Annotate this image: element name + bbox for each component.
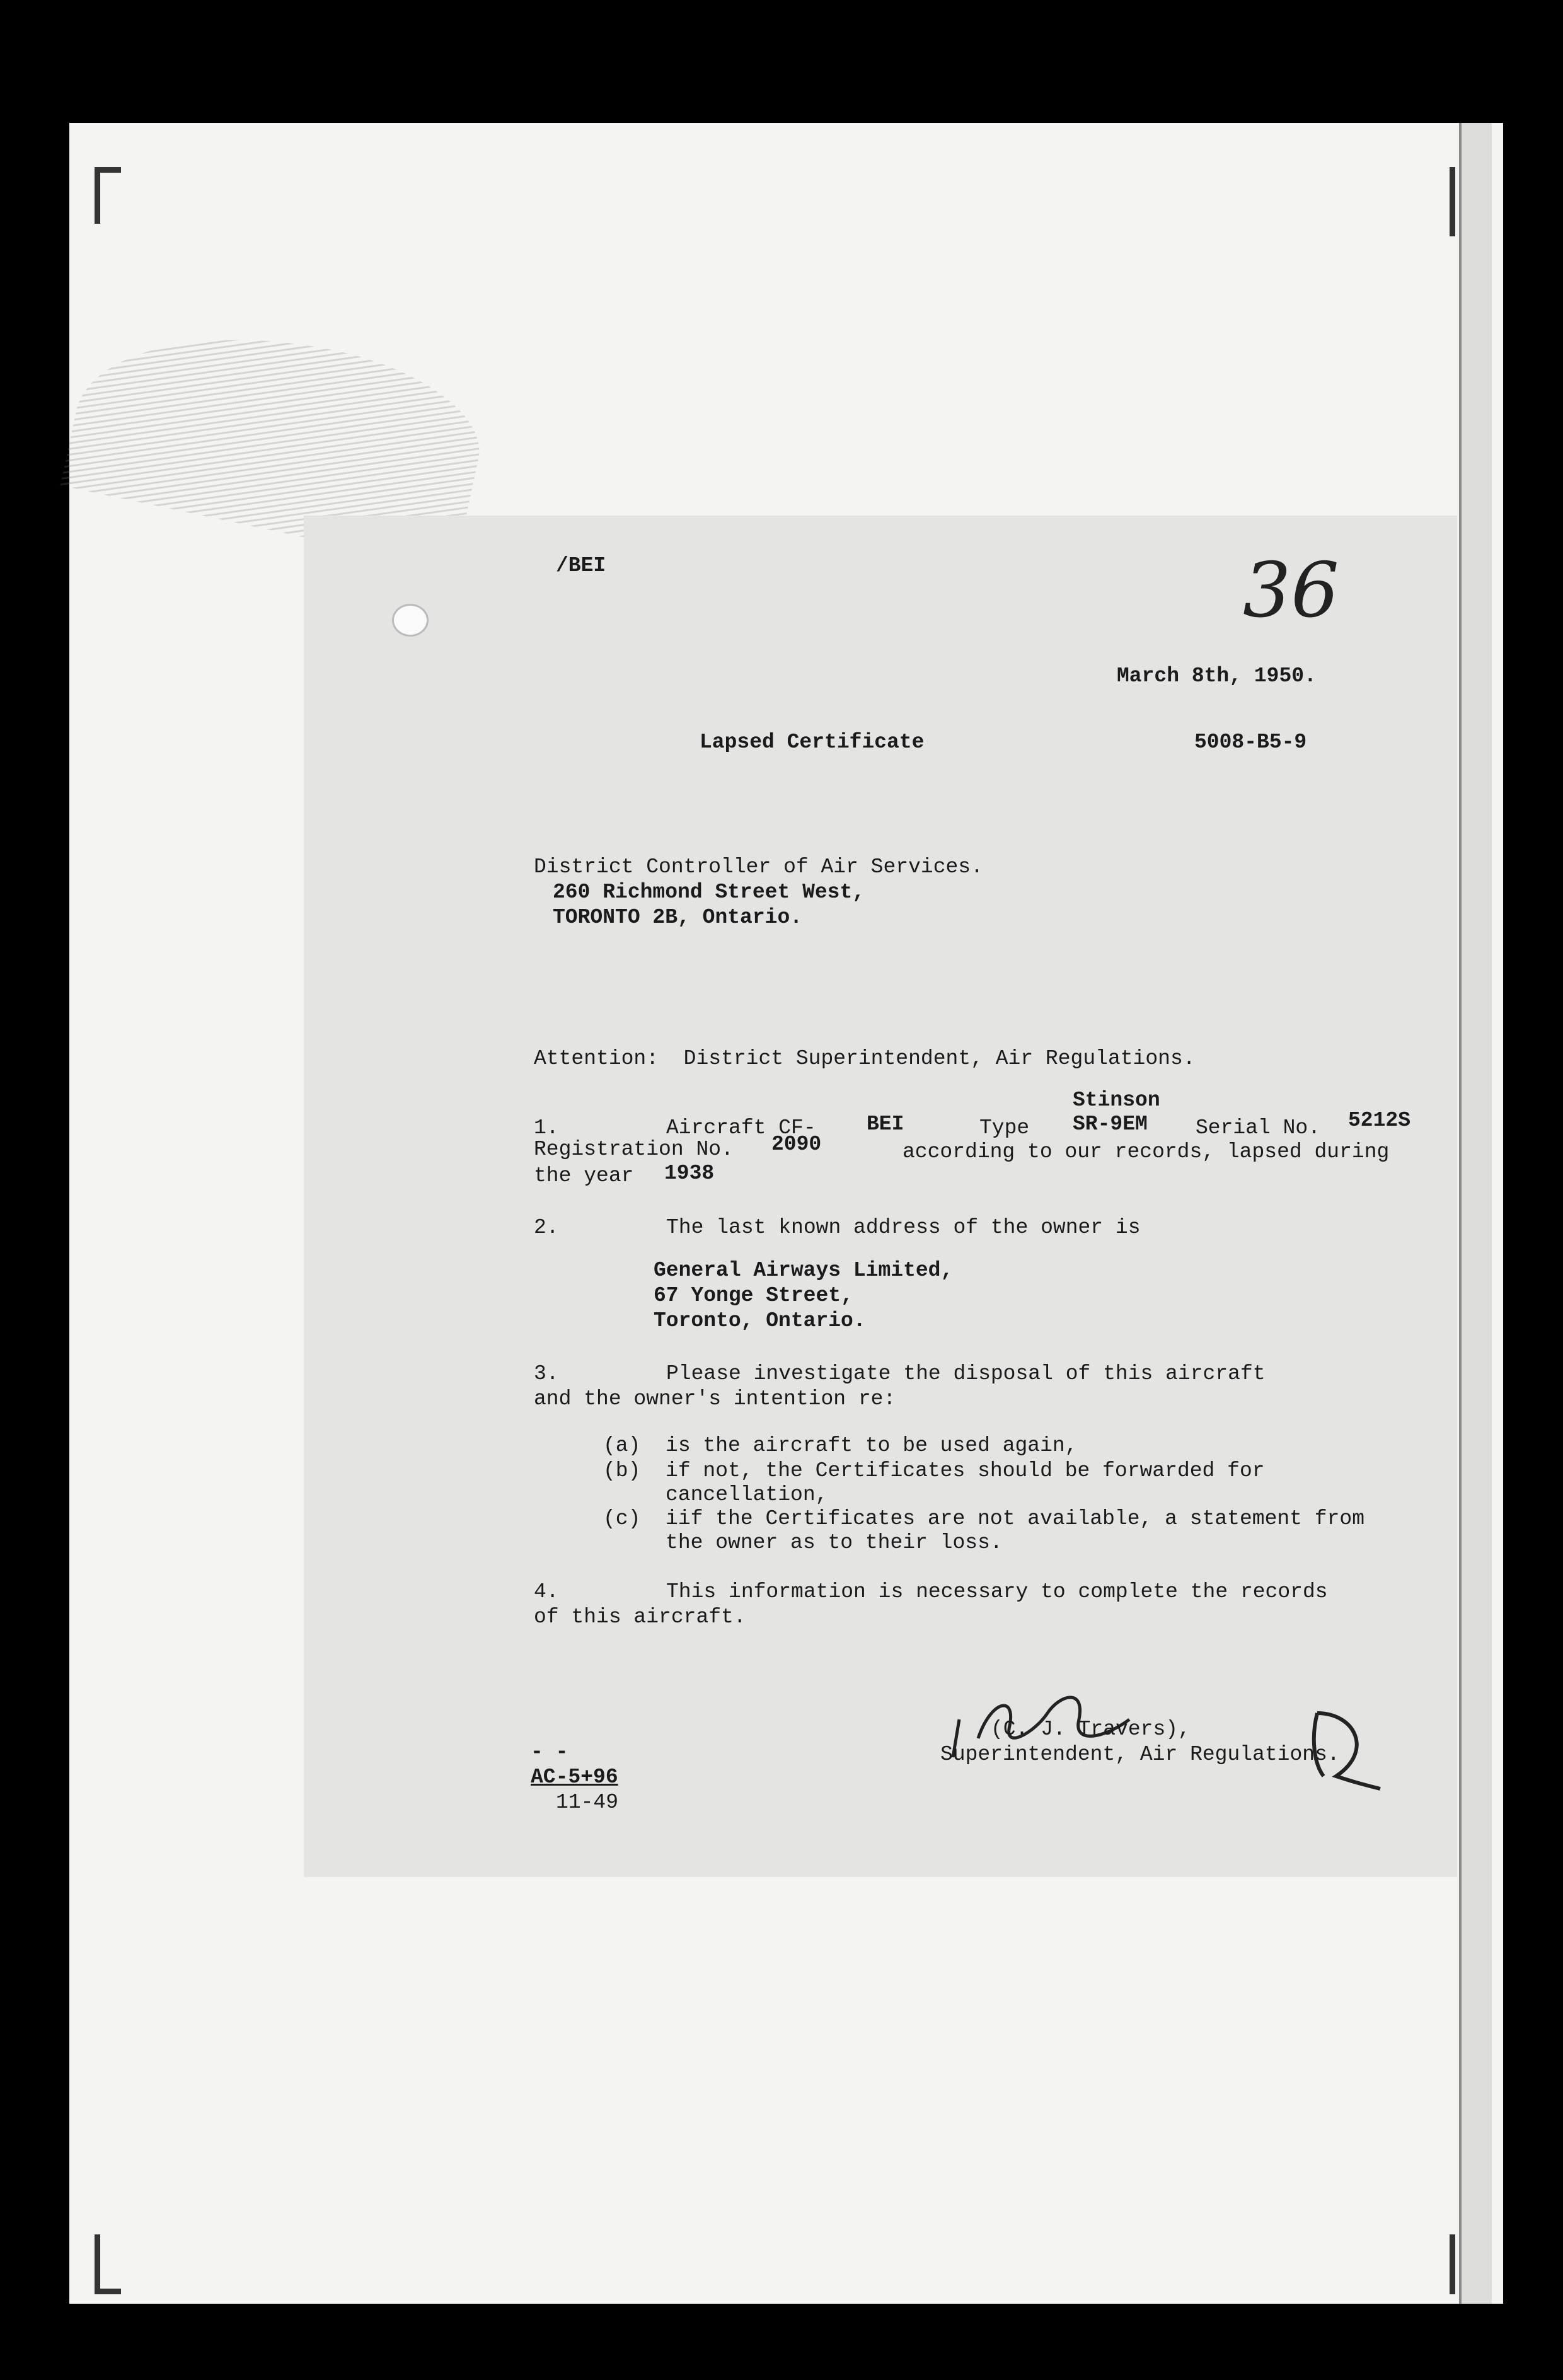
year-label: the year	[534, 1164, 634, 1187]
para-1-number: 1.	[534, 1116, 559, 1140]
para-3-line-2: and the owner's intention re:	[534, 1387, 896, 1411]
reference-mark: /BEI	[556, 554, 606, 577]
para-3-number: 3.	[534, 1362, 559, 1385]
para-4-line-1: This information is necessary to complete the records	[666, 1580, 1328, 1603]
file-number: 5008-B5-9	[1194, 731, 1307, 754]
letter-date: March 8th, 1950.	[1117, 664, 1317, 688]
para-4-number: 4.	[534, 1580, 559, 1603]
form-date: 11-49	[556, 1791, 619, 1814]
para-4-line-2: of this aircraft.	[534, 1605, 746, 1629]
aircraft-label: Aircraft CF-	[666, 1116, 816, 1140]
registration-label: Registration No.	[534, 1138, 734, 1161]
crop-mark-top-left-h	[95, 167, 121, 173]
owner-name: General Airways Limited,	[654, 1259, 954, 1282]
form-code: AC-5+96	[531, 1765, 618, 1789]
item-b-line-1: (b) if not, the Certificates should be forwarded for	[603, 1459, 1265, 1482]
crop-mark-top-right	[1450, 167, 1455, 236]
registration-number: 2090	[771, 1133, 822, 1156]
serial-number: 5212S	[1348, 1109, 1411, 1132]
item-c-line-1: (c) iif the Certificates are not available, a statement from	[603, 1507, 1364, 1530]
registration-letters: BEI	[867, 1112, 904, 1136]
subject-heading: Lapsed Certificate	[700, 731, 925, 754]
serial-label: Serial No.	[1196, 1116, 1321, 1140]
lapse-year: 1938	[664, 1162, 715, 1185]
letter-page	[304, 516, 1457, 1877]
addressee-line-2: 260 Richmond Street West,	[553, 881, 865, 904]
crop-mark-bottom-left	[95, 2234, 100, 2294]
punch-hole	[392, 604, 429, 637]
according-text: according to our records, lapsed during	[903, 1140, 1390, 1164]
crop-mark-bottom-right	[1450, 2234, 1455, 2294]
item-b-line-2: cancellation,	[603, 1483, 828, 1506]
addressee-line-3: TORONTO 2B, Ontario.	[553, 906, 803, 929]
crop-mark-top-left	[95, 167, 100, 224]
signatory-name: (C. J. Travers),	[991, 1718, 1191, 1741]
page-edge	[1459, 123, 1492, 2304]
item-a: (a) is the aircraft to be used again,	[603, 1434, 1078, 1457]
para-3-line-1: Please investigate the disposal of this aircraft	[666, 1362, 1266, 1385]
addressee-line-1: District Controller of Air Services.	[534, 855, 983, 879]
crop-mark-bottom-left-h	[95, 2289, 121, 2294]
type-label: Type	[979, 1116, 1030, 1140]
folio-number: 36	[1243, 547, 1339, 635]
signatory-title: Superintendent, Air Regulations.	[940, 1743, 1340, 1766]
para-2-number: 2.	[534, 1216, 559, 1239]
attention-line: Attention: District Superintendent, Air Regulations.	[534, 1047, 1196, 1070]
para-2-text: The last known address of the owner is	[666, 1216, 1141, 1239]
form-dash: - -	[531, 1740, 568, 1764]
owner-street: 67 Yonge Street,	[654, 1284, 853, 1307]
aircraft-make: Stinson	[1073, 1089, 1160, 1112]
owner-city: Toronto, Ontario.	[654, 1309, 866, 1332]
aircraft-model: SR-9EM	[1073, 1112, 1148, 1136]
item-c-line-2: the owner as to their loss.	[603, 1531, 1003, 1554]
